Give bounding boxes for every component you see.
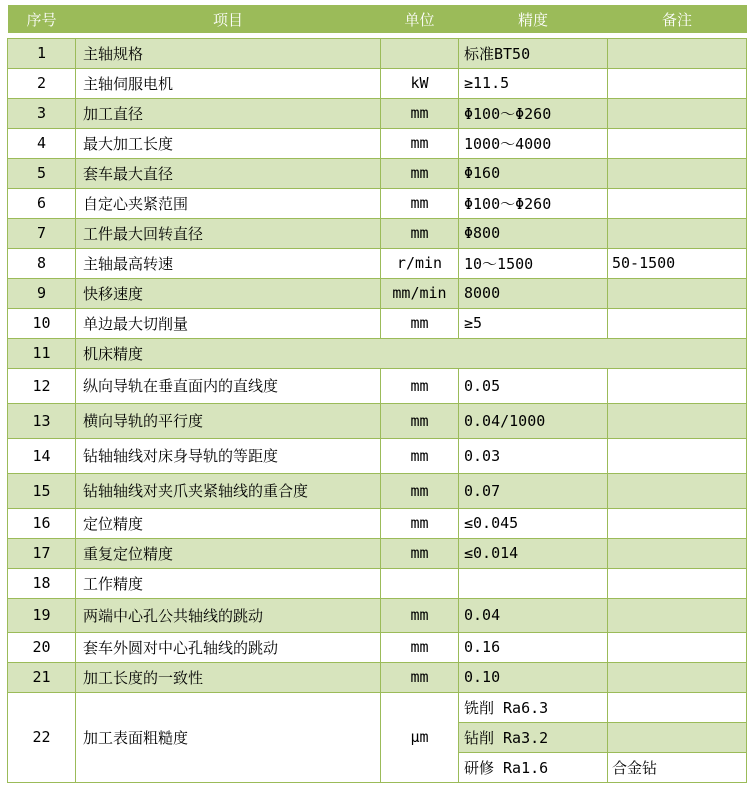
table-row (8, 218, 747, 248)
cell-precision: 0.10 (459, 662, 608, 692)
cell-unit: mm (381, 473, 459, 508)
cell-unit: mm (381, 662, 459, 692)
cell-item: 加工直径 (76, 98, 381, 128)
cell-unit: r/min (381, 248, 459, 278)
cell-unit: mm (381, 218, 459, 248)
header-unit: 单位 (381, 5, 459, 33)
cell-precision: Φ800 (459, 218, 608, 248)
table-row (8, 632, 747, 662)
cell-unit (381, 568, 459, 598)
cell-item: 工作精度 (76, 568, 381, 598)
cell-unit: mm/min (381, 278, 459, 308)
cell-note (608, 538, 747, 568)
cell-precision: 钻削 Ra3.2 (459, 722, 608, 752)
cell-no: 15 (8, 473, 76, 508)
cell-note (608, 98, 747, 128)
cell-unit: mm (381, 438, 459, 473)
cell-precision: ≤0.014 (459, 538, 608, 568)
cell-precision: 0.05 (459, 368, 608, 403)
header-item: 项目 (76, 5, 381, 33)
cell-item: 自定心夹紧范围 (76, 188, 381, 218)
table-row (8, 68, 747, 98)
cell-unit (381, 38, 459, 68)
table-row (8, 508, 747, 538)
table-row-22-sub1 (8, 692, 747, 722)
cell-unit: mm (381, 128, 459, 158)
cell-no: 14 (8, 438, 76, 473)
cell-note (608, 218, 747, 248)
cell-note (608, 662, 747, 692)
cell-no: 1 (8, 38, 76, 68)
cell-item: 快移速度 (76, 278, 381, 308)
cell-no: 19 (8, 598, 76, 632)
cell-precision: Φ160 (459, 158, 608, 188)
table-row (8, 538, 747, 568)
table-row (8, 158, 747, 188)
table-row (8, 38, 747, 68)
cell-no: 12 (8, 368, 76, 403)
cell-note (608, 68, 747, 98)
cell-note (608, 308, 747, 338)
table-row (8, 568, 747, 598)
cell-no: 6 (8, 188, 76, 218)
cell-no: 8 (8, 248, 76, 278)
cell-no: 16 (8, 508, 76, 538)
table-row (8, 128, 747, 158)
cell-precision: 研修 Ra1.6 (459, 752, 608, 782)
cell-unit: mm (381, 98, 459, 128)
cell-no: 4 (8, 128, 76, 158)
table-row (8, 403, 747, 438)
spec-table (7, 5, 747, 783)
cell-precision: Φ100～Φ260 (459, 98, 608, 128)
cell-unit: mm (381, 368, 459, 403)
cell-item: 钻轴轴线对床身导轨的等距度 (76, 438, 381, 473)
table-row (8, 368, 747, 403)
cell-item: 套车最大直径 (76, 158, 381, 188)
header-precision: 精度 (459, 5, 608, 33)
cell-item: 单边最大切削量 (76, 308, 381, 338)
cell-precision: ≥11.5 (459, 68, 608, 98)
cell-item: 工件最大回转直径 (76, 218, 381, 248)
cell-note: 50-1500 (608, 248, 747, 278)
cell-item: 最大加工长度 (76, 128, 381, 158)
cell-precision (459, 568, 608, 598)
cell-no: 9 (8, 278, 76, 308)
cell-item: 主轴伺服电机 (76, 68, 381, 98)
cell-no: 22 (8, 692, 76, 782)
cell-precision: Φ100～Φ260 (459, 188, 608, 218)
cell-no: 18 (8, 568, 76, 598)
table-row (8, 248, 747, 278)
cell-note (608, 188, 747, 218)
cell-no: 13 (8, 403, 76, 438)
cell-precision: 10～1500 (459, 248, 608, 278)
table-header-row (8, 5, 747, 33)
table-row (8, 662, 747, 692)
cell-unit: mm (381, 598, 459, 632)
cell-item: 钻轴轴线对夹爪夹紧轴线的重合度 (76, 473, 381, 508)
cell-note (608, 473, 747, 508)
cell-precision: 0.16 (459, 632, 608, 662)
cell-unit: mm (381, 508, 459, 538)
cell-note (608, 508, 747, 538)
cell-note (608, 722, 747, 752)
cell-unit: mm (381, 188, 459, 218)
cell-unit: mm (381, 538, 459, 568)
cell-precision: 铣削 Ra6.3 (459, 692, 608, 722)
cell-item: 横向导轨的平行度 (76, 403, 381, 438)
table-row (8, 278, 747, 308)
cell-no: 21 (8, 662, 76, 692)
cell-unit: mm (381, 158, 459, 188)
header-note: 备注 (608, 5, 747, 33)
cell-note (608, 403, 747, 438)
cell-note (608, 438, 747, 473)
cell-no: 17 (8, 538, 76, 568)
table-row (8, 473, 747, 508)
header-no: 序号 (8, 5, 76, 33)
cell-note (608, 278, 747, 308)
cell-precision: 0.03 (459, 438, 608, 473)
table-row (8, 308, 747, 338)
cell-precision: ≤0.045 (459, 508, 608, 538)
cell-precision: ≥5 (459, 308, 608, 338)
cell-item: 加工长度的一致性 (76, 662, 381, 692)
cell-no: 11 (8, 338, 76, 368)
cell-item: 两端中心孔公共轴线的跳动 (76, 598, 381, 632)
cell-note (608, 158, 747, 188)
cell-unit: mm (381, 308, 459, 338)
cell-precision: 标准BT50 (459, 38, 608, 68)
cell-no: 5 (8, 158, 76, 188)
cell-item: 套车外圆对中心孔轴线的跳动 (76, 632, 381, 662)
table-row-merged (8, 338, 747, 368)
cell-note: 合金钻 (608, 752, 747, 782)
cell-no: 3 (8, 98, 76, 128)
cell-item: 加工表面粗糙度 (76, 692, 381, 782)
cell-no: 2 (8, 68, 76, 98)
cell-item: 重复定位精度 (76, 538, 381, 568)
cell-unit: mm (381, 403, 459, 438)
cell-note (608, 568, 747, 598)
cell-unit: kW (381, 68, 459, 98)
cell-note (608, 128, 747, 158)
table-row (8, 438, 747, 473)
cell-item: 主轴最高转速 (76, 248, 381, 278)
cell-precision: 1000～4000 (459, 128, 608, 158)
cell-no: 7 (8, 218, 76, 248)
cell-unit: μm (381, 692, 459, 782)
cell-precision: 8000 (459, 278, 608, 308)
cell-no: 20 (8, 632, 76, 662)
cell-no: 10 (8, 308, 76, 338)
cell-note (608, 38, 747, 68)
cell-item: 定位精度 (76, 508, 381, 538)
table-row (8, 598, 747, 632)
cell-precision: 0.04 (459, 598, 608, 632)
cell-note (608, 632, 747, 662)
cell-note (608, 598, 747, 632)
cell-unit: mm (381, 632, 459, 662)
cell-precision: 0.07 (459, 473, 608, 508)
cell-item: 主轴规格 (76, 38, 381, 68)
cell-note (608, 692, 747, 722)
cell-note (608, 368, 747, 403)
cell-item: 纵向导轨在垂直面内的直线度 (76, 368, 381, 403)
table-row (8, 98, 747, 128)
cell-precision: 0.04/1000 (459, 403, 608, 438)
cell-item-span: 机床精度 (76, 338, 747, 368)
table-row (8, 188, 747, 218)
